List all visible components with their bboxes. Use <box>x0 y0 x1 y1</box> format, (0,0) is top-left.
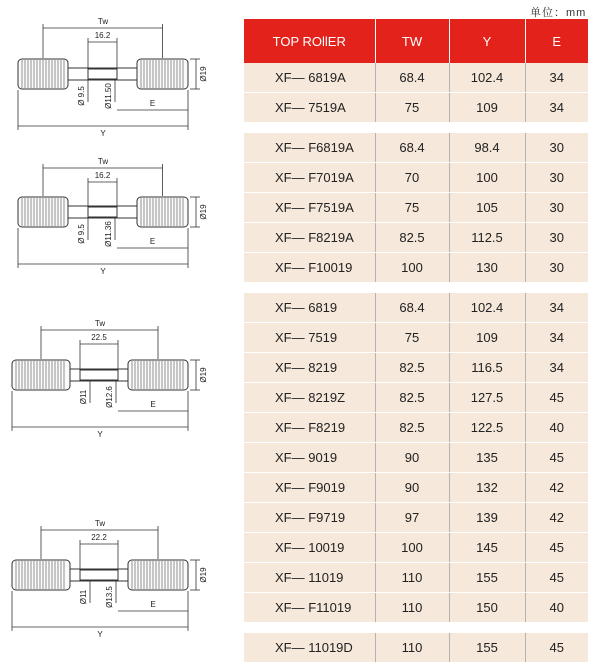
cell-model: XF— 8219 <box>244 353 375 383</box>
roller-body <box>137 197 188 227</box>
cell-y: 102.4 <box>449 63 525 93</box>
table-row <box>244 503 588 533</box>
cell-e: 30 <box>525 163 588 193</box>
span-label: 16.2 <box>94 171 111 180</box>
spec-table <box>244 19 588 663</box>
span-label: 22.2 <box>91 533 107 542</box>
cell-e: 30 <box>525 133 588 163</box>
shaft-dia-label: Ø11 <box>79 589 88 605</box>
cell-y: 145 <box>449 533 525 563</box>
table-row <box>244 353 588 383</box>
cell-y: 98.4 <box>449 133 525 163</box>
cell-model: XF— 11019 <box>244 563 375 593</box>
table-row <box>244 593 588 623</box>
roller-drawing <box>12 319 208 439</box>
cell-tw: 75 <box>375 193 449 223</box>
cell-e: 45 <box>525 633 588 663</box>
cell-y: 132 <box>449 473 525 503</box>
cell-tw: 68.4 <box>375 133 449 163</box>
span-label: 22.5 <box>91 333 107 342</box>
cell-e: 34 <box>525 93 588 123</box>
cell-model: XF— F7519A <box>244 193 375 223</box>
group-separator <box>244 623 588 634</box>
tw-label: Tw <box>94 319 106 328</box>
cell-tw: 82.5 <box>375 383 449 413</box>
table-row <box>244 473 588 503</box>
collar-dia-label: Ø12.6 <box>105 386 114 408</box>
cell-y: 109 <box>449 93 525 123</box>
cell-tw: 82.5 <box>375 353 449 383</box>
shaft-dia-label: Ø 9.5 <box>77 86 86 106</box>
cell-y: 155 <box>449 633 525 663</box>
cell-e: 34 <box>525 353 588 383</box>
roller-dia-label: Ø19 <box>199 204 208 220</box>
table-row <box>244 193 588 223</box>
header-top-roller: TOP ROllER <box>244 19 375 63</box>
cell-tw: 90 <box>375 473 449 503</box>
cell-model: XF— 11019D <box>244 633 375 663</box>
table-row <box>244 163 588 193</box>
shaft-dia-label: Ø 9.5 <box>77 224 86 244</box>
cell-model: XF— F11019 <box>244 593 375 623</box>
cell-e: 45 <box>525 563 588 593</box>
cell-model: XF— 7519 <box>244 323 375 353</box>
cell-y: 130 <box>449 253 525 283</box>
e-label: E <box>149 237 156 246</box>
cell-tw: 82.5 <box>375 223 449 253</box>
table-row <box>244 293 588 323</box>
cell-model: XF— F8219 <box>244 413 375 443</box>
cell-model: XF— F6819A <box>244 133 375 163</box>
cell-e: 34 <box>525 293 588 323</box>
collar-dia-label: Ø13.5 <box>105 586 114 608</box>
roller-body <box>128 560 188 590</box>
cell-model: XF— 8219Z <box>244 383 375 413</box>
cell-model: XF— F10019 <box>244 253 375 283</box>
cell-y: 122.5 <box>449 413 525 443</box>
cell-y: 100 <box>449 163 525 193</box>
roller-drawing <box>12 519 208 639</box>
cell-e: 42 <box>525 473 588 503</box>
table-header-row <box>244 19 588 63</box>
cell-model: XF— 6819A <box>244 63 375 93</box>
cell-y: 155 <box>449 563 525 593</box>
cell-model: XF— F7019A <box>244 163 375 193</box>
cell-y: 116.5 <box>449 353 525 383</box>
cell-tw: 90 <box>375 443 449 473</box>
cell-e: 30 <box>525 193 588 223</box>
y-label: Y <box>100 267 106 276</box>
table-row <box>244 563 588 593</box>
table-row <box>244 383 588 413</box>
table-row <box>244 633 588 663</box>
cell-y: 150 <box>449 593 525 623</box>
collar <box>88 207 117 217</box>
roller-body <box>128 360 188 390</box>
table-row <box>244 323 588 353</box>
collar <box>88 69 117 79</box>
cell-y: 112.5 <box>449 223 525 253</box>
header-y: Y <box>449 19 525 63</box>
cell-e: 42 <box>525 503 588 533</box>
collar-dia-label: Ø11.36 <box>104 221 113 247</box>
table-row <box>244 413 588 443</box>
cell-model: XF— F8219A <box>244 223 375 253</box>
cell-tw: 75 <box>375 93 449 123</box>
cell-e: 45 <box>525 533 588 563</box>
cell-model: XF— 10019 <box>244 533 375 563</box>
cell-model: XF— F9019 <box>244 473 375 503</box>
span-label: 16.2 <box>94 31 111 40</box>
cell-tw: 82.5 <box>375 413 449 443</box>
table-row <box>244 133 588 163</box>
e-label: E <box>150 600 156 609</box>
table-row <box>244 443 588 473</box>
tw-label: Tw <box>94 519 106 528</box>
cell-e: 40 <box>525 413 588 443</box>
table-row <box>244 223 588 253</box>
cell-tw: 70 <box>375 163 449 193</box>
cell-y: 139 <box>449 503 525 533</box>
cell-y: 127.5 <box>449 383 525 413</box>
cell-y: 109 <box>449 323 525 353</box>
table-row <box>244 253 588 283</box>
header-e: E <box>525 19 588 63</box>
cell-tw: 110 <box>375 633 449 663</box>
roller-body <box>137 59 188 89</box>
cell-tw: 110 <box>375 563 449 593</box>
group-separator <box>244 283 588 294</box>
cell-tw: 110 <box>375 593 449 623</box>
roller-dia-label: Ø19 <box>199 367 208 383</box>
roller-drawing <box>18 157 208 276</box>
cell-model: XF— 9019 <box>244 443 375 473</box>
table-row <box>244 93 588 123</box>
cell-tw: 100 <box>375 533 449 563</box>
e-label: E <box>149 99 156 108</box>
cell-y: 105 <box>449 193 525 223</box>
y-label: Y <box>97 630 103 639</box>
shaft-dia-label: Ø11 <box>79 389 88 405</box>
e-label: E <box>150 400 156 409</box>
group-separator <box>244 123 588 134</box>
collar <box>80 370 118 380</box>
cell-e: 45 <box>525 443 588 473</box>
table-row <box>244 533 588 563</box>
cell-tw: 75 <box>375 323 449 353</box>
roller-drawing <box>18 17 208 138</box>
cell-e: 30 <box>525 223 588 253</box>
header-tw: TW <box>375 19 449 63</box>
cell-tw: 68.4 <box>375 63 449 93</box>
cell-e: 34 <box>525 323 588 353</box>
cell-tw: 100 <box>375 253 449 283</box>
cell-e: 45 <box>525 383 588 413</box>
cell-tw: 68.4 <box>375 293 449 323</box>
cell-y: 102.4 <box>449 293 525 323</box>
cell-tw: 97 <box>375 503 449 533</box>
y-label: Y <box>97 430 103 439</box>
collar <box>80 570 118 580</box>
roller-drawings <box>0 0 240 654</box>
table-row <box>244 63 588 93</box>
unit-label: 单位：mm <box>530 7 587 19</box>
cell-model: XF— 7519A <box>244 93 375 123</box>
roller-dia-label: Ø19 <box>199 66 208 82</box>
tw-label: Tw <box>97 17 109 26</box>
collar-dia-label: Ø11.50 <box>104 83 113 109</box>
cell-model: XF— F9719 <box>244 503 375 533</box>
tw-label: Tw <box>97 157 109 166</box>
cell-e: 34 <box>525 63 588 93</box>
cell-y: 135 <box>449 443 525 473</box>
cell-e: 30 <box>525 253 588 283</box>
y-label: Y <box>100 129 106 138</box>
roller-dia-label: Ø19 <box>199 567 208 583</box>
cell-model: XF— 6819 <box>244 293 375 323</box>
cell-e: 40 <box>525 593 588 623</box>
